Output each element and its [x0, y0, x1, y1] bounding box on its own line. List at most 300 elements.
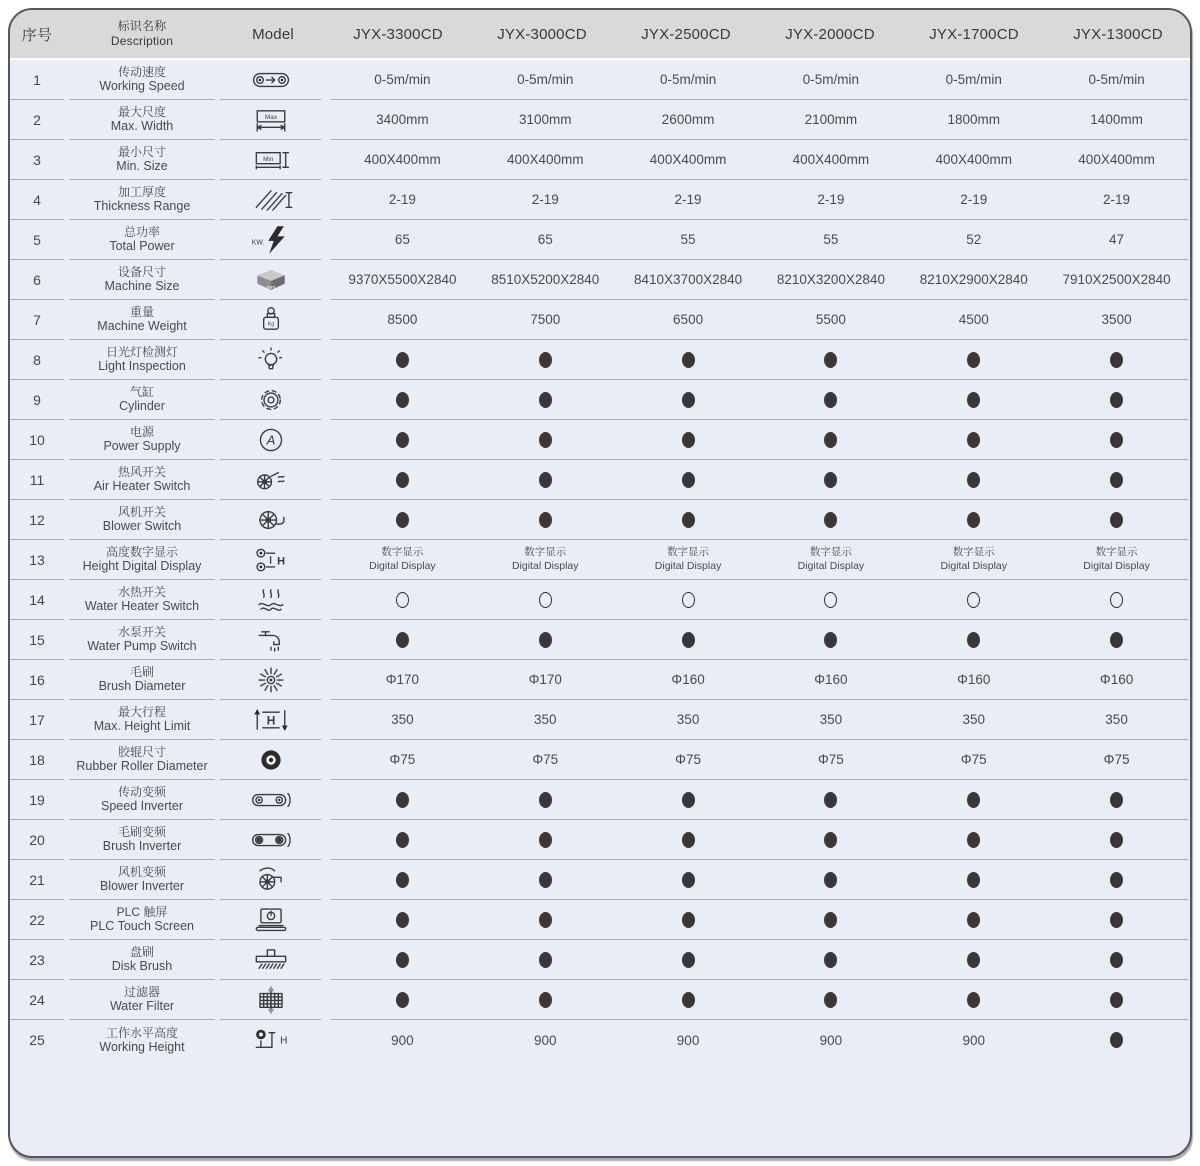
row-description-cn: 传动速度 — [117, 65, 166, 80]
column-header-description-en: Description — [110, 34, 174, 48]
cell-value — [474, 831, 617, 847]
row-description-en: Max. Width — [110, 119, 174, 134]
cell-value — [617, 951, 760, 967]
cell-value — [331, 591, 474, 607]
included-dot — [396, 792, 409, 808]
included-dot — [1110, 432, 1123, 448]
included-dot — [824, 952, 837, 968]
cell-value: 2-19 — [1103, 192, 1131, 207]
cell-value — [331, 471, 474, 487]
blower-inverter-icon — [249, 865, 293, 895]
row-description-cn: 设备尺寸 — [117, 265, 166, 280]
working-height-icon — [249, 1025, 293, 1055]
cell-value: Φ170 — [528, 672, 562, 687]
spec-row — [10, 260, 1190, 300]
row-number: 17 — [10, 700, 64, 740]
cell-value — [617, 431, 760, 447]
row-number: 8 — [10, 340, 64, 380]
included-dot — [967, 632, 980, 648]
cell-value — [331, 831, 474, 847]
cell-value: 3400mm — [376, 112, 429, 127]
included-dot — [1110, 872, 1123, 888]
cell-value — [759, 546, 902, 573]
cell-value: 3100mm — [518, 112, 572, 127]
included-dot — [1110, 352, 1123, 368]
spec-row — [10, 220, 1190, 260]
included-dot — [396, 832, 409, 848]
cell-value: 350 — [962, 712, 985, 727]
row-description-cn: 毛刷变频 — [117, 825, 166, 840]
min-size-icon — [249, 145, 293, 175]
water-tap-icon — [249, 625, 293, 655]
cell-value: 0-5m/min — [374, 72, 431, 87]
cell-value: Φ75 — [389, 752, 416, 767]
cell-value: 350 — [391, 712, 414, 727]
column-header-model: Model — [252, 25, 294, 43]
row-values — [331, 980, 1188, 1020]
cell-value — [902, 511, 1045, 527]
row-number: 20 — [10, 820, 64, 860]
row-model-icon-cell — [220, 580, 321, 620]
cell-value: 400X400mm — [935, 152, 1013, 167]
cell-value — [902, 871, 1045, 887]
cell-value — [1045, 631, 1188, 647]
spec-row — [10, 380, 1190, 420]
row-model-icon-cell — [220, 780, 321, 820]
row-description — [69, 620, 215, 660]
row-description — [69, 660, 215, 700]
row-description-cn: 热风开关 — [117, 465, 166, 480]
cell-value: 6500 — [673, 312, 704, 327]
light-bulb-icon — [249, 345, 293, 375]
svg-text:H: H — [279, 1035, 287, 1047]
row-number: 19 — [10, 780, 64, 820]
included-dot — [682, 432, 695, 448]
spec-row — [10, 860, 1190, 900]
cell-value: Φ75 — [532, 752, 559, 767]
row-description-en: Water Heater Switch — [84, 599, 200, 614]
row-description — [69, 540, 215, 580]
cell-value-en: Digital Display — [797, 559, 865, 572]
cell-value — [474, 431, 617, 447]
cell-value — [617, 351, 760, 367]
cell-value: 0-5m/min — [517, 72, 574, 87]
brush-belt-icon — [249, 825, 293, 855]
cell-value — [474, 591, 617, 607]
cell-value — [474, 791, 617, 807]
row-number: 10 — [10, 420, 64, 460]
row-values — [331, 220, 1188, 260]
included-dot — [682, 392, 695, 408]
row-values — [331, 260, 1188, 300]
included-dot — [967, 352, 980, 368]
cell-value: 350 — [533, 712, 557, 727]
cell-value: 8410X3700X2840 — [634, 272, 743, 287]
cell-value — [1045, 471, 1188, 487]
cell-value — [1045, 831, 1188, 847]
optional-circle — [824, 592, 837, 608]
row-model-icon-cell — [220, 700, 321, 740]
max-width-icon — [249, 105, 293, 135]
row-number: 13 — [10, 540, 64, 580]
row-model-icon-cell — [220, 620, 321, 660]
row-description-cn: 胶辊尺寸 — [117, 745, 166, 760]
included-dot — [396, 472, 409, 488]
included-dot — [396, 632, 409, 648]
cell-value — [331, 431, 474, 447]
cell-value — [331, 511, 474, 527]
cell-value: Φ160 — [1099, 672, 1134, 687]
cell-value: 900 — [533, 1032, 557, 1048]
cell-value: 8210X2900X2840 — [919, 272, 1028, 287]
row-description-cn: 水热开关 — [117, 585, 166, 600]
cell-value — [759, 511, 902, 527]
cell-value: 8500 — [387, 312, 418, 327]
row-description — [69, 740, 215, 780]
column-header-model-name: JYX-3000CD — [497, 25, 587, 43]
spec-row — [10, 940, 1190, 980]
spec-row — [10, 340, 1190, 380]
cell-value — [331, 391, 474, 407]
row-number: 16 — [10, 660, 64, 700]
cell-value-cn: 数字显示 — [381, 545, 424, 558]
cell-value: 3500 — [1101, 312, 1132, 327]
row-number: 18 — [10, 740, 64, 780]
row-description — [69, 340, 215, 380]
cell-value: Φ160 — [671, 672, 705, 687]
row-description-cn: 传动变频 — [117, 785, 166, 800]
cell-value: 400X400mm — [364, 152, 441, 167]
cell-value — [902, 591, 1045, 607]
row-description-en: Speed Inverter — [101, 799, 183, 814]
included-dot — [824, 792, 837, 808]
cell-value: 400X400mm — [792, 152, 870, 167]
row-description-en: Brush Inverter — [102, 839, 182, 854]
row-description — [69, 460, 215, 500]
row-description-en: PLC Touch Screen — [90, 919, 194, 934]
cell-value — [331, 351, 474, 367]
svg-text:KW.: KW. — [251, 239, 264, 247]
included-dot — [1110, 472, 1123, 488]
row-number: 11 — [10, 460, 64, 500]
row-description-cn: 风机开关 — [117, 505, 166, 520]
cell-value: 65 — [394, 232, 410, 247]
cell-value: 900 — [676, 1032, 700, 1048]
row-values — [331, 140, 1188, 180]
svg-text:Min: Min — [262, 155, 273, 163]
cell-value — [617, 511, 760, 527]
included-dot — [539, 792, 552, 808]
cell-value: 900 — [391, 1032, 414, 1048]
cell-value — [1045, 351, 1188, 367]
svg-text:H: H — [276, 555, 285, 568]
row-model-icon-cell — [220, 980, 321, 1020]
row-model-icon-cell — [220, 140, 321, 180]
included-dot — [539, 992, 552, 1008]
cell-value — [331, 911, 474, 927]
included-dot — [967, 792, 980, 808]
row-number: 12 — [10, 500, 64, 540]
cell-value-cn: 数字显示 — [952, 545, 995, 558]
row-description-en: Cylinder — [119, 399, 165, 414]
row-description-en: Working Height — [99, 1039, 185, 1054]
included-dot — [539, 912, 552, 928]
row-number: 3 — [10, 140, 64, 180]
row-description-en: Light Inspection — [98, 359, 186, 374]
row-number: 22 — [10, 900, 64, 940]
row-number: 2 — [10, 100, 64, 140]
included-dot — [967, 832, 980, 848]
row-description-cn: 电源 — [129, 425, 154, 440]
row-values — [331, 180, 1188, 220]
included-dot — [682, 472, 695, 488]
row-description-cn: 最大尺度 — [117, 105, 166, 120]
row-model-icon-cell — [220, 380, 321, 420]
included-dot — [1110, 512, 1123, 528]
row-values — [331, 660, 1188, 700]
touch-screen-icon — [249, 905, 293, 935]
row-description — [69, 500, 215, 540]
cell-value: 2-19 — [960, 192, 988, 207]
included-dot — [396, 872, 409, 888]
cell-value: 2100mm — [804, 112, 858, 127]
row-number: 6 — [10, 260, 64, 300]
cell-value: 900 — [819, 1032, 843, 1048]
row-number: 7 — [10, 300, 64, 340]
row-model-icon-cell — [220, 1020, 321, 1060]
cell-value — [331, 546, 474, 573]
row-values — [331, 860, 1188, 900]
cell-value: 2-19 — [531, 192, 559, 207]
included-dot — [967, 992, 980, 1008]
gear-icon — [249, 385, 293, 415]
optional-circle — [682, 592, 695, 608]
included-dot — [682, 792, 695, 808]
included-dot — [396, 352, 409, 368]
cell-value: 55 — [823, 232, 839, 247]
cell-value: 7910X2500X2840 — [1062, 272, 1171, 287]
row-description-en: Blower Switch — [102, 519, 182, 534]
cell-value — [617, 911, 760, 927]
included-dot — [1110, 992, 1123, 1008]
cell-value — [474, 546, 617, 573]
cell-value: 52 — [966, 232, 982, 247]
cell-value: Φ170 — [385, 672, 420, 687]
cell-value: 0-5m/min — [659, 72, 717, 87]
cell-value: 55 — [680, 232, 696, 247]
cell-value — [902, 991, 1045, 1007]
row-values — [331, 460, 1188, 500]
included-dot — [396, 392, 409, 408]
row-values — [331, 620, 1188, 660]
row-description-cn: 日光灯检测灯 — [105, 345, 178, 360]
included-dot — [539, 512, 552, 528]
row-values — [331, 100, 1188, 140]
cell-value — [902, 471, 1045, 487]
cell-value — [474, 871, 617, 887]
row-description — [69, 700, 215, 740]
row-values — [331, 780, 1188, 820]
cell-value — [617, 831, 760, 847]
cell-value — [1045, 431, 1188, 447]
roller-height-icon — [249, 545, 293, 575]
spec-row — [10, 540, 1190, 580]
row-description-en: Blower Inverter — [99, 879, 185, 894]
cell-value: 350 — [1105, 712, 1128, 727]
row-description — [69, 180, 215, 220]
spec-row — [10, 420, 1190, 460]
spec-row — [10, 60, 1190, 100]
optional-circle — [539, 592, 552, 608]
cell-value — [759, 351, 902, 367]
included-dot — [967, 872, 980, 888]
row-description-cn: 气缸 — [129, 385, 154, 400]
cell-value — [331, 871, 474, 887]
svg-text:Max: Max — [264, 113, 277, 121]
cell-value — [902, 631, 1045, 647]
cell-value-en: Digital Display — [369, 559, 436, 572]
cell-value — [331, 791, 474, 807]
included-dot — [1110, 632, 1123, 648]
cell-value-cn: 数字显示 — [667, 545, 710, 558]
cell-value: 1400mm — [1090, 112, 1143, 127]
spec-row — [10, 660, 1190, 700]
cell-value: 8510X5200X2840 — [491, 272, 600, 287]
spec-row — [10, 700, 1190, 740]
cell-value: Φ75 — [675, 752, 701, 767]
row-description-en: Rubber Roller Diameter — [76, 759, 208, 774]
svg-text:A: A — [266, 432, 275, 448]
height-limit-icon — [249, 705, 293, 735]
included-dot — [682, 952, 695, 968]
row-model-icon-cell — [220, 660, 321, 700]
row-model-icon-cell — [220, 340, 321, 380]
cell-value — [331, 991, 474, 1007]
table-header — [10, 10, 1190, 60]
row-model-icon-cell — [220, 940, 321, 980]
spec-row — [10, 500, 1190, 540]
column-header-model-name: JYX-1700CD — [929, 25, 1019, 43]
cell-value — [759, 471, 902, 487]
row-model-icon-cell — [220, 100, 321, 140]
row-number: 1 — [10, 60, 64, 100]
svg-text:Kg: Kg — [267, 321, 274, 327]
row-model-icon-cell — [220, 540, 321, 580]
spec-row — [10, 580, 1190, 620]
included-dot — [682, 832, 695, 848]
row-description-cn: 高度数字显示 — [105, 545, 178, 560]
row-model-icon-cell — [220, 300, 321, 340]
cell-value — [759, 791, 902, 807]
row-description — [69, 260, 215, 300]
row-description-cn: 重量 — [129, 305, 154, 320]
optional-circle — [967, 592, 980, 608]
cell-value — [617, 591, 760, 607]
cell-value: 0-5m/min — [802, 72, 860, 87]
included-dot — [539, 352, 552, 368]
cell-value — [759, 631, 902, 647]
column-header-description — [64, 19, 220, 49]
cell-value — [1045, 791, 1188, 807]
cell-value — [759, 591, 902, 607]
included-dot — [967, 952, 980, 968]
cell-value — [617, 871, 760, 887]
row-number: 5 — [10, 220, 64, 260]
cell-value: 1800mm — [947, 112, 1000, 127]
cell-value: 65 — [537, 232, 553, 247]
row-number: 14 — [10, 580, 64, 620]
row-description-en: Power Supply — [103, 439, 181, 454]
row-description-cn: 总功率 — [123, 225, 160, 240]
cell-value: 5500 — [815, 312, 846, 327]
column-header-description-cn: 标识名称 — [117, 19, 167, 33]
row-model-icon-cell — [220, 860, 321, 900]
drive-belt-icon — [249, 785, 293, 815]
svg-text:mm: mm — [265, 284, 276, 291]
included-dot — [1110, 912, 1123, 928]
row-values — [331, 540, 1188, 580]
row-values — [331, 940, 1188, 980]
water-filter-icon — [249, 985, 293, 1015]
cell-value: Φ75 — [1103, 752, 1130, 767]
row-description-en: Disk Brush — [111, 959, 173, 974]
row-description — [69, 900, 215, 940]
cell-value — [1045, 511, 1188, 527]
included-dot — [539, 872, 552, 888]
cell-value: 2-19 — [817, 192, 845, 207]
row-description — [69, 300, 215, 340]
round-brush-icon — [249, 665, 293, 695]
steam-icon — [249, 585, 293, 615]
included-dot — [539, 432, 552, 448]
cell-value — [474, 391, 617, 407]
row-values — [331, 740, 1188, 780]
cell-value — [331, 951, 474, 967]
row-number: 25 — [29, 1032, 45, 1048]
included-dot — [1110, 792, 1123, 808]
row-description-cn: 加工厚度 — [117, 185, 166, 200]
row-model-icon-cell — [220, 500, 321, 540]
row-number: 21 — [10, 860, 64, 900]
row-description — [69, 980, 215, 1020]
included-dot — [682, 912, 695, 928]
cell-value — [902, 791, 1045, 807]
included-dot — [396, 912, 409, 928]
cell-value — [617, 791, 760, 807]
cell-value-en: Digital Display — [940, 559, 1007, 572]
cell-value: 0-5m/min — [945, 72, 1002, 87]
cell-value — [474, 471, 617, 487]
spec-row — [10, 900, 1190, 940]
included-dot — [824, 632, 837, 648]
row-description-en: Total Power — [109, 239, 175, 254]
row-description-cn: 水泵开关 — [117, 625, 166, 640]
cell-value — [759, 991, 902, 1007]
included-dot — [824, 992, 837, 1008]
column-header-no: 序号 — [21, 26, 53, 44]
included-dot — [1110, 832, 1123, 848]
included-dot — [824, 352, 837, 368]
row-model-icon-cell — [220, 900, 321, 940]
cell-value — [902, 951, 1045, 967]
weight-kg-icon — [249, 305, 293, 335]
optional-circle — [396, 592, 409, 608]
cell-value — [1045, 951, 1188, 967]
included-dot — [682, 872, 695, 888]
row-description-cn: 风机变频 — [117, 865, 166, 880]
model-column-headers — [326, 10, 1190, 58]
column-header-model-name: JYX-2000CD — [785, 25, 875, 43]
